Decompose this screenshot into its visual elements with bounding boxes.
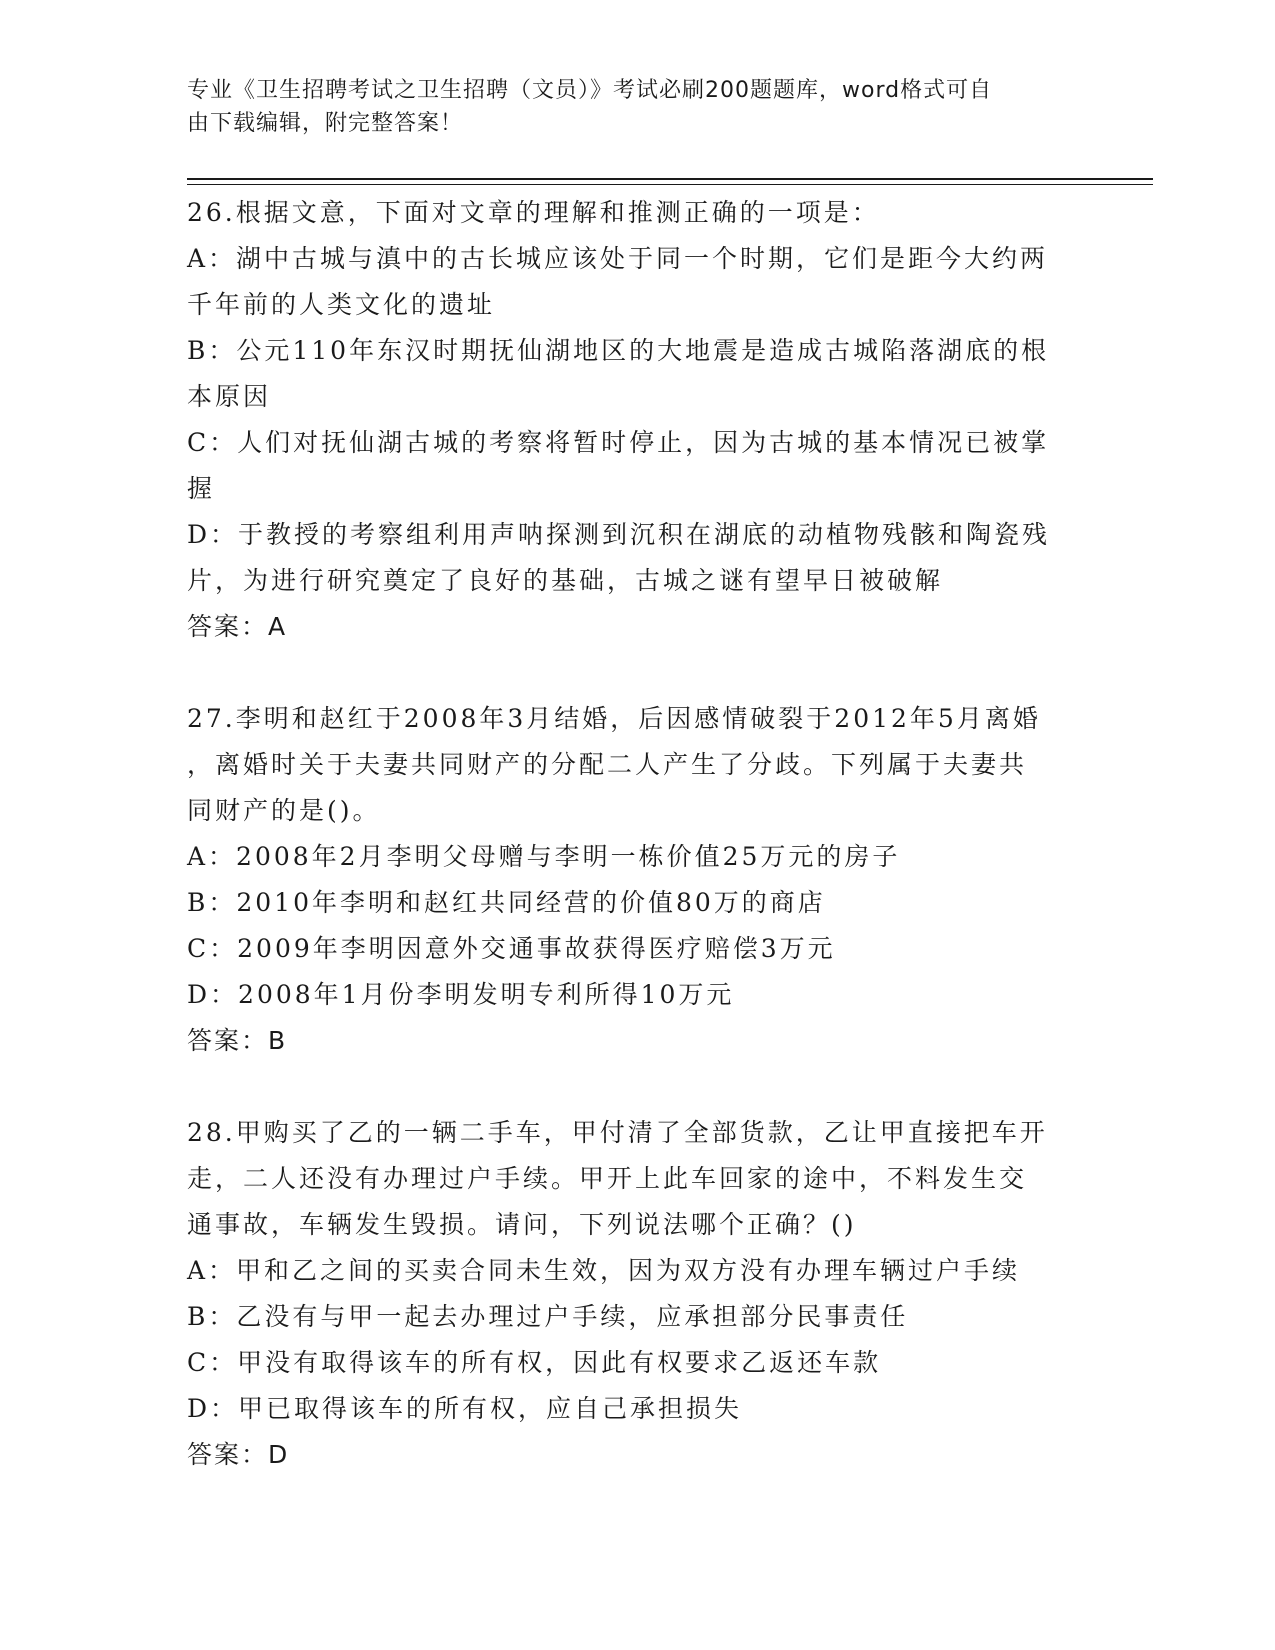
option-a: A：甲和乙之间的买卖合同未生效，因为双方没有办理车辆过户手续 [187, 1256, 1021, 1285]
option-c: C：人们对抚仙湖古城的考察将暂时停止，因为古城的基本情况已被掌 [187, 428, 1050, 457]
option-d: D：2008年1月份李明发明专利所得10万元 [187, 980, 735, 1009]
header-line: 由下载编辑，附完整答案！ [187, 111, 464, 136]
answer-label: 答案：B [187, 1026, 288, 1055]
option-c: C：2009年李明因意外交通事故获得医疗赔偿3万元 [187, 934, 836, 963]
question-27 [187, 696, 1077, 1064]
option-d-cont: 片，为进行研究奠定了良好的基础，古城之谜有望早日被破解 [187, 566, 944, 595]
option-c: C：甲没有取得该车的所有权，因此有权要求乙返还车款 [187, 1348, 882, 1377]
option-b: B：公元110年东汉时期抚仙湖地区的大地震是造成古城陷落湖底的根 [187, 336, 1050, 365]
question-stem: 28.甲购买了乙的一辆二手车，甲付清了全部货款，乙让甲直接把车开 [187, 1118, 1048, 1147]
option-c-cont: 握 [187, 474, 216, 503]
question-stem: 27.李明和赵红于2008年3月结婚，后因感情破裂于2012年5月离婚 [187, 704, 1041, 733]
question-stem-cont: 同财产的是()。 [187, 796, 381, 825]
answer-label: 答案：D [187, 1440, 290, 1469]
question-28 [187, 1110, 1077, 1478]
question-list [187, 190, 1077, 1524]
option-b: B：乙没有与甲一起去办理过户手续，应承担部分民事责任 [187, 1302, 909, 1331]
option-d: D：于教授的考察组利用声呐探测到沉积在湖底的动植物残骸和陶瓷残 [187, 520, 1051, 549]
option-d: D：甲已取得该车的所有权，应自己承担损失 [187, 1394, 743, 1423]
document-header [187, 74, 1067, 140]
option-a: A：2008年2月李明父母赠与李明一栋价值25万元的房子 [187, 842, 901, 871]
question-stem-cont: 走，二人还没有办理过户手续。甲开上此车回家的途中，不料发生交 [187, 1164, 1028, 1193]
option-a: A：湖中古城与滇中的古长城应该处于同一个时期，它们是距今大约两 [187, 244, 1049, 273]
question-stem: 26.根据文意，下面对文章的理解和推测正确的一项是： [187, 198, 880, 227]
question-26 [187, 190, 1077, 650]
question-stem-cont: ，离婚时关于夫妻共同财产的分配二人产生了分歧。下列属于夫妻共 [187, 750, 1028, 779]
answer-label: 答案：A [187, 612, 288, 641]
option-b: B：2010年李明和赵红共同经营的价值80万的商店 [187, 888, 826, 917]
header-line: 专业《卫生招聘考试之卫生招聘（文员）》考试必刷200题题库，word格式可自 [187, 78, 993, 103]
question-stem-cont: 通事故，车辆发生毁损。请问，下列说法哪个正确？() [187, 1210, 857, 1239]
option-a-cont: 千年前的人类文化的遗址 [187, 290, 496, 319]
option-b-cont: 本原因 [187, 382, 272, 411]
header-divider-thick [187, 178, 1153, 180]
header-divider-thin [187, 184, 1153, 185]
